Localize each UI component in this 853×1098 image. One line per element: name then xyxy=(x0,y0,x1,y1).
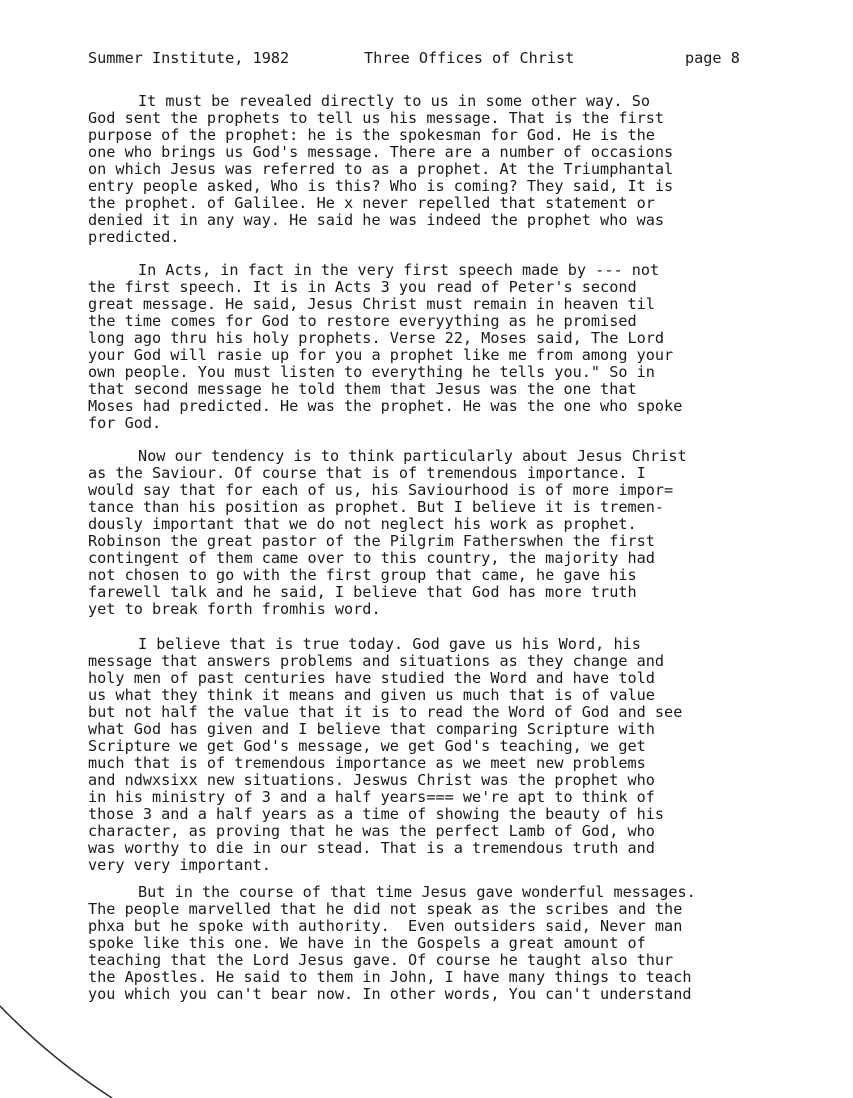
paragraph-line: long ago thru his holy prophets. Verse 22, Moses said, The Lord xyxy=(88,329,665,347)
paragraph-line: not chosen to go with the first group that came, he gave his xyxy=(88,566,637,584)
paragraph-1 xyxy=(88,93,778,246)
paragraph-5 xyxy=(88,884,778,1003)
paragraph-line: us what they think it means and given us much that is of value xyxy=(88,686,655,704)
paragraph-line: Robinson the great pastor of the Pilgrim Fatherswhen the first xyxy=(88,532,655,550)
paragraph-line: the Apostles. He said to them in John, I have many things to teach xyxy=(88,968,692,986)
paragraph-line: The people marvelled that he did not speak as the scribes and the xyxy=(88,900,683,918)
paragraph-line: in his ministry of 3 and a half years=== we're apt to think of xyxy=(88,788,655,806)
paragraph-line: and ndwxsixx new situations. Jeswus Christ was the prophet who xyxy=(88,771,655,789)
paragraph-line: contingent of them came over to this country, the majority had xyxy=(88,549,655,567)
paragraph-line: was worthy to die in our stead. That is a tremendous truth and xyxy=(88,839,655,857)
paragraph-line: the time comes for God to restore everyything as he promised xyxy=(88,312,637,330)
paragraph-line: much that is of tremendous importance as we meet new problems xyxy=(88,754,646,772)
paragraph-2 xyxy=(88,262,778,432)
paragraph-line: entry people asked, Who is this? Who is coming? They said, It is xyxy=(88,177,674,195)
paragraph-line: Now our tendency is to think particularly about Jesus Christ xyxy=(138,447,687,465)
paragraph-line: character, as proving that he was the perfect Lamb of God, who xyxy=(88,822,655,840)
paragraph-line: own people. You must listen to everything he tells you." So in xyxy=(88,363,655,381)
paragraph-line: It must be revealed directly to us in some other way. So xyxy=(138,92,651,110)
paragraph-line: you which you can't bear now. In other words, You can't understand xyxy=(88,985,692,1003)
paragraph-line: but not half the value that it is to read the Word of God and see xyxy=(88,703,683,721)
paragraph-4 xyxy=(88,636,778,874)
paragraph-line: farewell talk and he said, I believe that God has more truth xyxy=(88,583,637,601)
paragraph-line: holy men of past centuries have studied the Word and have told xyxy=(88,669,655,687)
paragraph-line: the first speech. It is in Acts 3 you read of Peter's second xyxy=(88,278,637,296)
paragraph-line: as the Saviour. Of course that is of tremendous importance. I xyxy=(88,464,646,482)
paragraph-line: In Acts, in fact in the very first speech made by --- not xyxy=(138,261,660,279)
paragraph-line: on which Jesus was referred to as a prophet. At the Triumphantal xyxy=(88,160,674,178)
paragraph-line: your God will rasie up for you a prophet like me from among your xyxy=(88,346,674,364)
paragraph-line: one who brings us God's message. There are a number of occasions xyxy=(88,143,674,161)
paragraph-line: tance than his position as prophet. But I believe it is tremen- xyxy=(88,498,665,516)
paragraph-line: phxa but he spoke with authority. Even outsiders said, Never man xyxy=(88,917,683,935)
page-curl-shadow xyxy=(0,998,120,1098)
paragraph-line: predicted. xyxy=(88,228,180,246)
paragraph-line: very very important. xyxy=(88,856,271,874)
paragraph-line: for God. xyxy=(88,414,162,432)
paragraph-line: those 3 and a half years as a time of showing the beauty of his xyxy=(88,805,665,823)
paragraph-line: I believe that is true today. God gave us his Word, his xyxy=(138,635,641,653)
header-institute: Summer Institute, 1982 xyxy=(88,49,290,67)
paragraph-line: dously important that we do not neglect his work as prophet. xyxy=(88,515,637,533)
header-page-number: page 8 xyxy=(685,49,740,67)
paragraph-line: spoke like this one. We have in the Gospels a great amount of xyxy=(88,934,646,952)
paragraph-line: teaching that the Lord Jesus gave. Of course he taught also thur xyxy=(88,951,674,969)
paragraph-line: purpose of the prophet: he is the spokesman for God. He is the xyxy=(88,126,655,144)
paragraph-line: message that answers problems and situations as they change and xyxy=(88,652,665,670)
paragraph-3 xyxy=(88,448,778,618)
paragraph-line: the prophet. of Galilee. He x never repelled that statement or xyxy=(88,194,655,212)
paragraph-line: what God has given and I believe that comparing Scripture with xyxy=(88,720,655,738)
paragraph-line: yet to break forth fromhis word. xyxy=(88,600,381,618)
paragraph-line: denied it in any way. He said he was indeed the prophet who was xyxy=(88,211,665,229)
paragraph-line: great message. He said, Jesus Christ must remain in heaven til xyxy=(88,295,655,313)
paragraph-line: would say that for each of us, his Saviourhood is of more impor= xyxy=(88,481,674,499)
header-title: Three Offices of Christ xyxy=(364,49,575,67)
paragraph-line: But in the course of that time Jesus gave wonderful messages. xyxy=(138,883,696,901)
page-header xyxy=(88,49,768,69)
paragraph-line: Moses had predicted. He was the prophet. He was the one who spoke xyxy=(88,397,683,415)
paragraph-line: that second message he told them that Jesus was the one that xyxy=(88,380,637,398)
paragraph-line: God sent the prophets to tell us his message. That is the first xyxy=(88,109,665,127)
paragraph-line: Scripture we get God's message, we get God's teaching, we get xyxy=(88,737,646,755)
